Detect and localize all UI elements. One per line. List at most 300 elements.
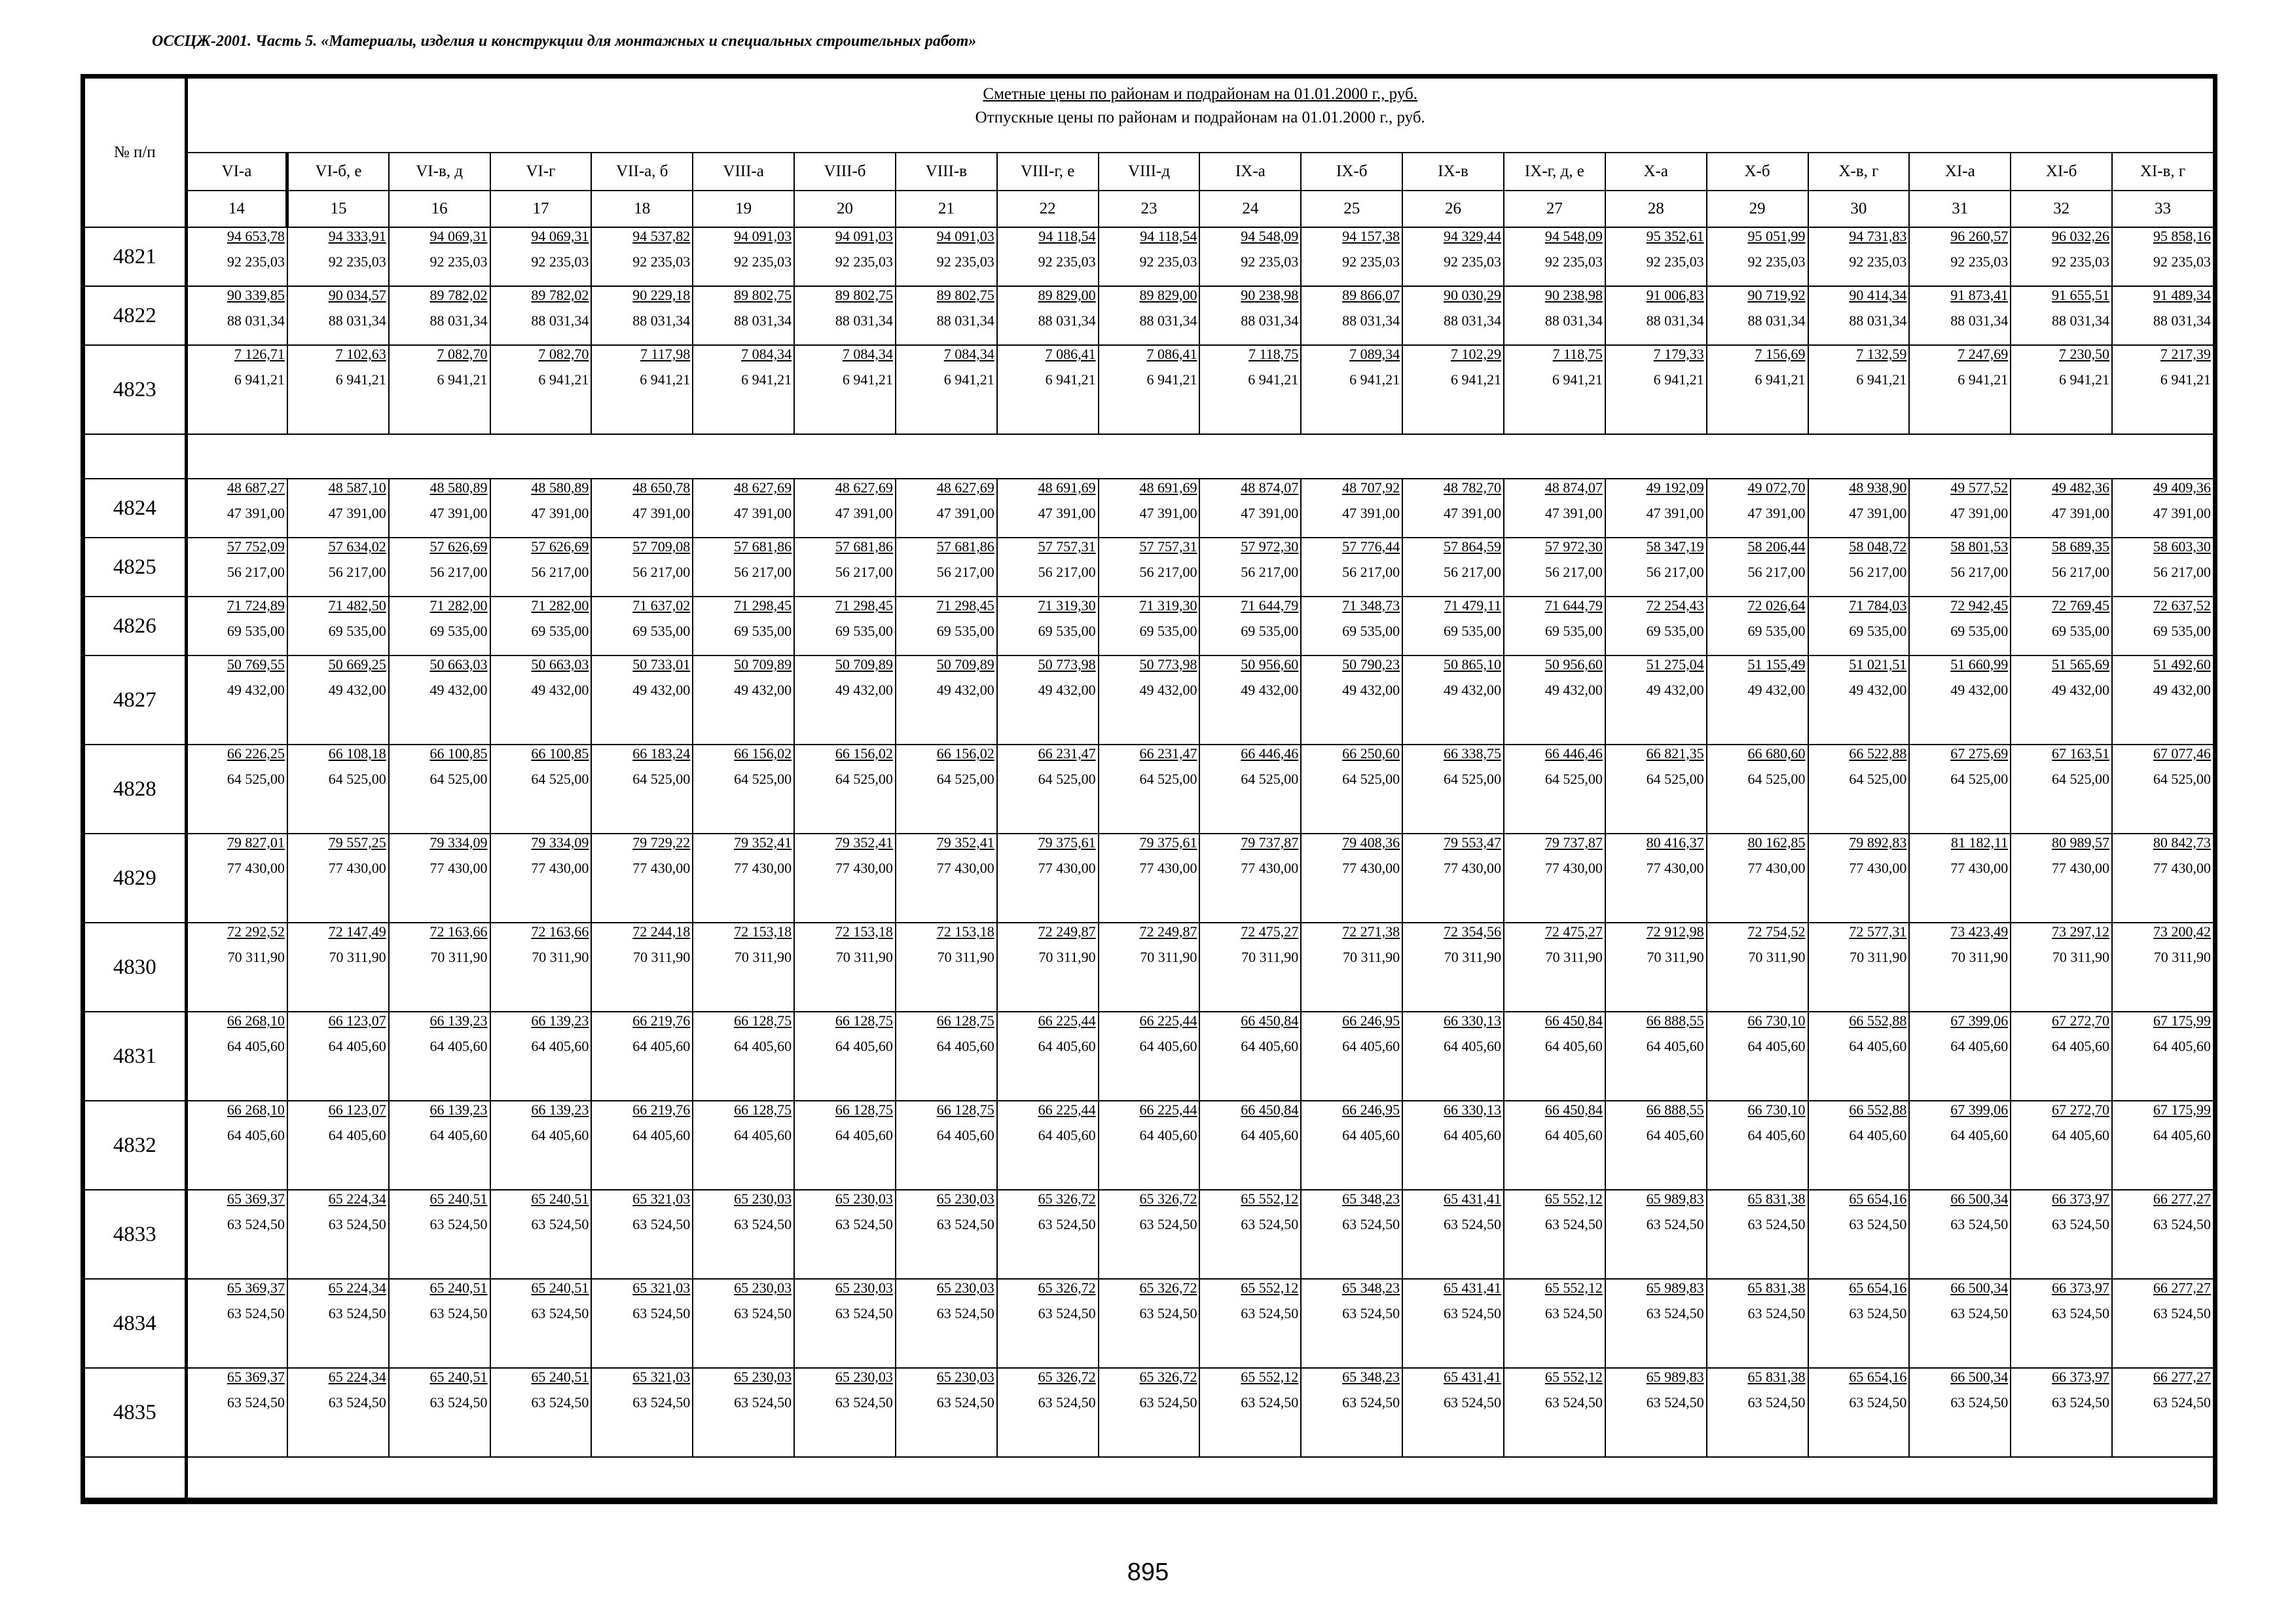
estimate-price: 71 298,45 [734, 597, 792, 614]
price-cell [591, 1279, 693, 1368]
estimate-price: 72 153,18 [734, 923, 792, 940]
price-cell [389, 345, 490, 434]
estimate-price: 90 238,98 [1544, 287, 1603, 303]
estimate-price: 65 552,12 [1241, 1369, 1299, 1385]
item-number: 4823 [84, 345, 186, 434]
release-price: 47 391,00 [1849, 505, 1907, 521]
estimate-price: 65 224,34 [328, 1369, 386, 1385]
price-cell [1504, 1012, 1605, 1101]
price-cell [389, 538, 490, 597]
estimate-price: 50 956,60 [1241, 656, 1299, 673]
price-cell [1504, 479, 1605, 538]
release-price: 64 405,60 [835, 1038, 893, 1054]
price-cell [2112, 923, 2214, 1012]
estimate-price: 50 709,89 [835, 656, 893, 673]
release-price: 64 405,60 [1241, 1038, 1299, 1054]
release-price: 69 535,00 [328, 623, 386, 639]
estimate-price: 66 821,35 [1646, 745, 1704, 762]
estimate-price: 79 729,22 [632, 834, 691, 851]
price-cell [693, 1190, 794, 1279]
estimate-price: 66 128,75 [734, 1101, 792, 1118]
price-cell [287, 1190, 389, 1279]
price-cell [1808, 479, 1910, 538]
release-price: 64 525,00 [632, 771, 691, 787]
price-cell [693, 479, 794, 538]
release-price: 47 391,00 [936, 505, 994, 521]
price-cell [1504, 1368, 1605, 1457]
price-cell [1099, 1101, 1200, 1190]
estimate-price: 65 326,72 [1038, 1190, 1096, 1207]
release-price: 49 432,00 [1747, 682, 1806, 698]
release-price: 63 524,50 [328, 1305, 386, 1321]
price-cell [2112, 227, 2214, 286]
table-row [84, 227, 2214, 286]
price-cell [1808, 538, 1910, 597]
release-price: 64 405,60 [2052, 1127, 2110, 1143]
price-cell [1808, 1368, 1910, 1457]
price-cell [287, 834, 389, 923]
price-cell [896, 538, 997, 597]
estimate-price: 66 183,24 [632, 745, 691, 762]
price-table [84, 77, 2214, 1501]
estimate-price: 7 082,70 [437, 346, 488, 362]
release-price: 64 405,60 [632, 1127, 691, 1143]
release-price: 77 430,00 [1747, 860, 1806, 876]
release-price: 69 535,00 [2052, 623, 2110, 639]
estimate-price: 71 348,73 [1342, 597, 1400, 614]
estimate-price: 57 972,30 [1544, 538, 1603, 555]
release-price: 64 525,00 [936, 771, 994, 787]
estimate-price: 67 163,51 [2052, 745, 2110, 762]
estimate-price: 94 118,54 [1038, 228, 1096, 244]
release-price: 49 432,00 [328, 682, 386, 698]
estimate-price: 72 153,18 [835, 923, 893, 940]
estimate-price: 58 048,72 [1849, 538, 1907, 555]
release-price: 92 235,03 [227, 253, 285, 270]
release-price: 64 525,00 [1849, 771, 1907, 787]
release-price: 49 432,00 [632, 682, 691, 698]
release-price: 64 405,60 [936, 1038, 994, 1054]
release-price: 64 405,60 [227, 1127, 285, 1143]
column-index: 29 [1707, 191, 1808, 227]
release-price: 63 524,50 [1443, 1216, 1501, 1232]
price-cell [997, 597, 1099, 655]
release-price: 63 524,50 [1038, 1216, 1096, 1232]
release-price: 64 405,60 [2153, 1127, 2211, 1143]
release-price: 92 235,03 [632, 253, 691, 270]
price-cell [997, 1101, 1099, 1190]
release-price: 88 031,34 [1241, 312, 1299, 329]
estimate-price: 89 802,75 [835, 287, 893, 303]
price-cell [1909, 655, 2011, 745]
release-price: 88 031,34 [429, 312, 488, 329]
estimate-price: 66 128,75 [936, 1012, 994, 1029]
price-cell [2011, 923, 2112, 1012]
price-cell [1099, 479, 1200, 538]
release-price: 63 524,50 [1849, 1305, 1907, 1321]
estimate-price: 58 801,53 [1950, 538, 2009, 555]
price-cell [1301, 345, 1402, 434]
price-cell [896, 1190, 997, 1279]
estimate-price: 94 091,03 [835, 228, 893, 244]
estimate-price: 65 348,23 [1342, 1369, 1400, 1385]
release-price: 92 235,03 [2052, 253, 2110, 270]
estimate-price: 96 032,26 [2052, 228, 2110, 244]
estimate-price: 73 297,12 [2052, 923, 2110, 940]
price-cell [1504, 227, 1605, 286]
release-price: 63 524,50 [227, 1394, 285, 1411]
estimate-price: 50 865,10 [1443, 656, 1501, 673]
price-cell [794, 923, 896, 1012]
estimate-price: 72 244,18 [632, 923, 691, 940]
price-cell [794, 597, 896, 655]
release-price: 70 311,90 [329, 949, 386, 965]
price-cell [1199, 227, 1301, 286]
price-cell [389, 479, 490, 538]
release-price: 63 524,50 [328, 1394, 386, 1411]
price-cell [2011, 227, 2112, 286]
price-cell [1402, 227, 1504, 286]
estimate-price: 48 691,69 [1038, 479, 1096, 496]
price-cell [1605, 227, 1707, 286]
item-number: 4832 [84, 1101, 186, 1190]
release-price: 47 391,00 [1747, 505, 1806, 521]
release-price: 63 524,50 [734, 1216, 792, 1232]
release-price: 56 217,00 [734, 564, 792, 580]
release-price: 49 432,00 [2052, 682, 2110, 698]
estimate-price: 71 482,50 [328, 597, 386, 614]
table-row [84, 1012, 2214, 1101]
estimate-price: 79 352,41 [936, 834, 994, 851]
price-cell [389, 923, 490, 1012]
release-price: 63 524,50 [429, 1305, 488, 1321]
price-cell [693, 923, 794, 1012]
price-cell [1199, 597, 1301, 655]
estimate-price: 67 272,70 [2052, 1012, 2110, 1029]
price-cell [794, 1012, 896, 1101]
price-cell [1605, 1279, 1707, 1368]
release-price: 64 405,60 [936, 1127, 994, 1143]
price-cell [1707, 1279, 1808, 1368]
estimate-price: 89 782,02 [429, 287, 488, 303]
price-cell [1301, 1190, 1402, 1279]
price-cell [2011, 655, 2112, 745]
price-cell [1909, 923, 2011, 1012]
estimate-price: 50 956,60 [1544, 656, 1603, 673]
estimate-price: 65 230,03 [936, 1280, 994, 1296]
price-cell [1099, 1279, 1200, 1368]
release-price: 69 535,00 [1544, 623, 1603, 639]
estimate-price: 65 230,03 [835, 1369, 893, 1385]
release-price: 92 235,03 [1646, 253, 1704, 270]
estimate-price: 66 338,75 [1443, 745, 1501, 762]
estimate-price: 57 681,86 [835, 538, 893, 555]
estimate-price: 73 423,49 [1950, 923, 2009, 940]
release-price: 63 524,50 [835, 1305, 893, 1321]
release-price: 88 031,34 [2052, 312, 2110, 329]
blank-row [84, 1457, 2214, 1499]
zone-header: XI-б [2011, 153, 2112, 191]
price-cell [1605, 479, 1707, 538]
release-price: 63 524,50 [835, 1394, 893, 1411]
release-price: 6 941,21 [1958, 371, 2009, 388]
price-cell [1199, 834, 1301, 923]
release-price: 47 391,00 [1950, 505, 2009, 521]
estimate-price: 89 866,07 [1342, 287, 1400, 303]
release-price: 77 430,00 [734, 860, 792, 876]
column-index: 20 [794, 191, 896, 227]
release-price: 64 405,60 [328, 1038, 386, 1054]
table-row [84, 834, 2214, 923]
estimate-price: 49 482,36 [2052, 479, 2110, 496]
release-price: 92 235,03 [1747, 253, 1806, 270]
release-price: 56 217,00 [1038, 564, 1096, 580]
zone-header: VIII-г, е [997, 153, 1099, 191]
price-cell [591, 655, 693, 745]
release-price: 63 524,50 [1241, 1394, 1299, 1411]
estimate-price: 65 989,83 [1646, 1190, 1704, 1207]
release-price: 49 432,00 [734, 682, 792, 698]
estimate-price: 65 224,34 [328, 1280, 386, 1296]
column-index: 26 [1402, 191, 1504, 227]
release-price: 63 524,50 [2052, 1305, 2110, 1321]
item-number: 4822 [84, 286, 186, 345]
estimate-price: 71 479,11 [1444, 597, 1501, 614]
estimate-price: 90 034,57 [328, 287, 386, 303]
release-price: 69 535,00 [1747, 623, 1806, 639]
price-cell [1909, 1279, 2011, 1368]
estimate-price: 91 006,83 [1646, 287, 1704, 303]
price-cell [2011, 286, 2112, 345]
release-price: 69 535,00 [1038, 623, 1096, 639]
release-price: 63 524,50 [835, 1216, 893, 1232]
release-price: 63 524,50 [1342, 1305, 1400, 1321]
release-price: 56 217,00 [2052, 564, 2110, 580]
zone-header: IX-а [1199, 153, 1301, 191]
price-cell [1301, 286, 1402, 345]
release-price: 63 524,50 [1544, 1305, 1603, 1321]
release-price: 63 524,50 [632, 1305, 691, 1321]
estimate-price: 80 989,57 [2052, 834, 2110, 851]
estimate-price: 66 268,10 [227, 1012, 285, 1029]
estimate-price: 72 475,27 [1544, 923, 1603, 940]
price-cell [1301, 1101, 1402, 1190]
estimate-price: 66 450,84 [1241, 1012, 1299, 1029]
price-cell [186, 1368, 287, 1457]
estimate-price: 7 230,50 [2059, 346, 2110, 362]
blank-cell [186, 1457, 2214, 1499]
estimate-price: 66 373,97 [2052, 1280, 2110, 1296]
price-cell [1099, 345, 1200, 434]
estimate-price: 67 175,99 [2153, 1012, 2211, 1029]
item-number: 4834 [84, 1279, 186, 1368]
release-price: 92 235,03 [531, 253, 589, 270]
release-price: 64 405,60 [1950, 1038, 2009, 1054]
price-cell [591, 286, 693, 345]
estimate-price: 49 072,70 [1747, 479, 1806, 496]
price-cell [997, 1012, 1099, 1101]
release-price: 56 217,00 [1747, 564, 1806, 580]
release-price: 92 235,03 [1139, 253, 1197, 270]
price-cell [896, 923, 997, 1012]
price-cell [186, 1012, 287, 1101]
release-price: 63 524,50 [1646, 1394, 1704, 1411]
estimate-price: 94 118,54 [1140, 228, 1197, 244]
estimate-price: 48 627,69 [734, 479, 792, 496]
release-price: 49 432,00 [1950, 682, 2009, 698]
price-cell [1707, 923, 1808, 1012]
price-cell [1099, 834, 1200, 923]
price-cell [490, 1190, 592, 1279]
price-cell [490, 1101, 592, 1190]
price-cell [1402, 1190, 1504, 1279]
estimate-price: 72 249,87 [1139, 923, 1197, 940]
release-price: 47 391,00 [1139, 505, 1197, 521]
release-price: 47 391,00 [835, 505, 893, 521]
release-price: 6 941,21 [943, 371, 994, 388]
release-price: 64 405,60 [835, 1127, 893, 1143]
price-cell [1504, 1101, 1605, 1190]
estimate-price: 65 230,03 [936, 1190, 994, 1207]
release-price: 49 432,00 [1849, 682, 1907, 698]
estimate-price: 65 230,03 [734, 1369, 792, 1385]
release-price: 64 405,60 [1038, 1038, 1096, 1054]
price-cell [693, 1279, 794, 1368]
price-cell [2011, 1368, 2112, 1457]
price-cell [1909, 479, 2011, 538]
estimate-price: 66 552,88 [1849, 1101, 1907, 1118]
price-cell [1504, 345, 1605, 434]
estimate-price: 50 773,98 [1139, 656, 1197, 673]
release-price: 70 311,90 [835, 949, 893, 965]
price-cell [490, 345, 592, 434]
column-index: 32 [2011, 191, 2112, 227]
estimate-price: 50 769,55 [227, 656, 285, 673]
zone-header: VIII-в [896, 153, 997, 191]
estimate-price: 48 691,69 [1139, 479, 1197, 496]
price-cell [794, 745, 896, 834]
zone-header: IX-г, д, е [1504, 153, 1605, 191]
estimate-price-title: Сметные цены по районам и подрайонам на 01.01.2000 г., руб. [983, 85, 1417, 103]
price-cell [1605, 1190, 1707, 1279]
price-cell [2112, 655, 2214, 745]
estimate-price: 65 654,16 [1849, 1190, 1907, 1207]
release-price: 64 405,60 [1646, 1127, 1704, 1143]
release-price: 70 311,90 [1748, 949, 1806, 965]
estimate-price: 71 298,45 [835, 597, 893, 614]
estimate-price: 72 271,38 [1342, 923, 1400, 940]
price-cell [1301, 227, 1402, 286]
release-price: 49 432,00 [531, 682, 589, 698]
price-cell [997, 227, 1099, 286]
estimate-price: 50 790,23 [1342, 656, 1400, 673]
estimate-price: 72 354,56 [1443, 923, 1501, 940]
price-cell [591, 345, 693, 434]
release-price: 6 941,21 [2160, 371, 2211, 388]
estimate-price: 65 224,34 [328, 1190, 386, 1207]
price-cell [1808, 923, 1910, 1012]
estimate-price: 66 450,84 [1241, 1101, 1299, 1118]
price-cell [1099, 227, 1200, 286]
price-cell [186, 227, 287, 286]
release-price: 6 941,21 [437, 371, 488, 388]
title-row [84, 78, 2214, 153]
estimate-price: 79 557,25 [328, 834, 386, 851]
estimate-price: 80 842,73 [2153, 834, 2211, 851]
release-price: 88 031,34 [1544, 312, 1603, 329]
price-cell [186, 923, 287, 1012]
table-row [84, 479, 2214, 538]
release-price: 49 432,00 [1443, 682, 1501, 698]
price-cell [1909, 834, 2011, 923]
release-price: 64 525,00 [2153, 771, 2211, 787]
release-price: 47 391,00 [1443, 505, 1501, 521]
price-cell [591, 227, 693, 286]
price-cell [1909, 745, 2011, 834]
price-cell [1199, 286, 1301, 345]
release-price: 56 217,00 [1241, 564, 1299, 580]
price-cell [693, 834, 794, 923]
estimate-price: 66 128,75 [734, 1012, 792, 1029]
estimate-price: 66 108,18 [328, 745, 386, 762]
release-price: 77 430,00 [1646, 860, 1704, 876]
zone-header: IX-в [1402, 153, 1504, 191]
price-cell [389, 227, 490, 286]
release-price: 88 031,34 [734, 312, 792, 329]
price-cell [1099, 597, 1200, 655]
price-cell [287, 286, 389, 345]
release-price: 77 430,00 [936, 860, 994, 876]
release-price: 56 217,00 [1544, 564, 1603, 580]
release-price: 70 311,90 [2153, 949, 2211, 965]
price-cell [2011, 1190, 2112, 1279]
release-price: 92 235,03 [734, 253, 792, 270]
price-cell [2011, 597, 2112, 655]
release-price: 69 535,00 [632, 623, 691, 639]
estimate-price: 65 369,37 [227, 1190, 285, 1207]
estimate-price: 71 282,00 [531, 597, 589, 614]
price-cell [1909, 597, 2011, 655]
estimate-price: 65 552,12 [1544, 1369, 1603, 1385]
release-price: 88 031,34 [1038, 312, 1096, 329]
estimate-price: 66 277,27 [2153, 1190, 2211, 1207]
estimate-price: 66 330,13 [1443, 1012, 1501, 1029]
release-price: 6 941,21 [640, 371, 691, 388]
release-price: 92 235,03 [2153, 253, 2211, 270]
estimate-price: 89 782,02 [531, 287, 589, 303]
price-cell [1402, 1368, 1504, 1457]
estimate-price: 71 298,45 [936, 597, 994, 614]
estimate-price: 65 230,03 [734, 1190, 792, 1207]
estimate-price: 65 654,16 [1849, 1369, 1907, 1385]
price-cell [1402, 1012, 1504, 1101]
estimate-price: 65 831,38 [1747, 1190, 1806, 1207]
price-cell [1099, 1368, 1200, 1457]
release-price: 64 525,00 [1139, 771, 1197, 787]
release-price: 88 031,34 [328, 312, 386, 329]
estimate-price: 49 409,36 [2153, 479, 2211, 496]
release-price: 63 524,50 [531, 1216, 589, 1232]
price-cell [1808, 227, 1910, 286]
release-price: 63 524,50 [1747, 1305, 1806, 1321]
price-cell [794, 227, 896, 286]
price-cell [693, 655, 794, 745]
price-cell [1199, 538, 1301, 597]
column-index: 15 [287, 191, 389, 227]
price-cell [896, 1368, 997, 1457]
release-price: 56 217,00 [1950, 564, 2009, 580]
estimate-price: 50 663,03 [531, 656, 589, 673]
